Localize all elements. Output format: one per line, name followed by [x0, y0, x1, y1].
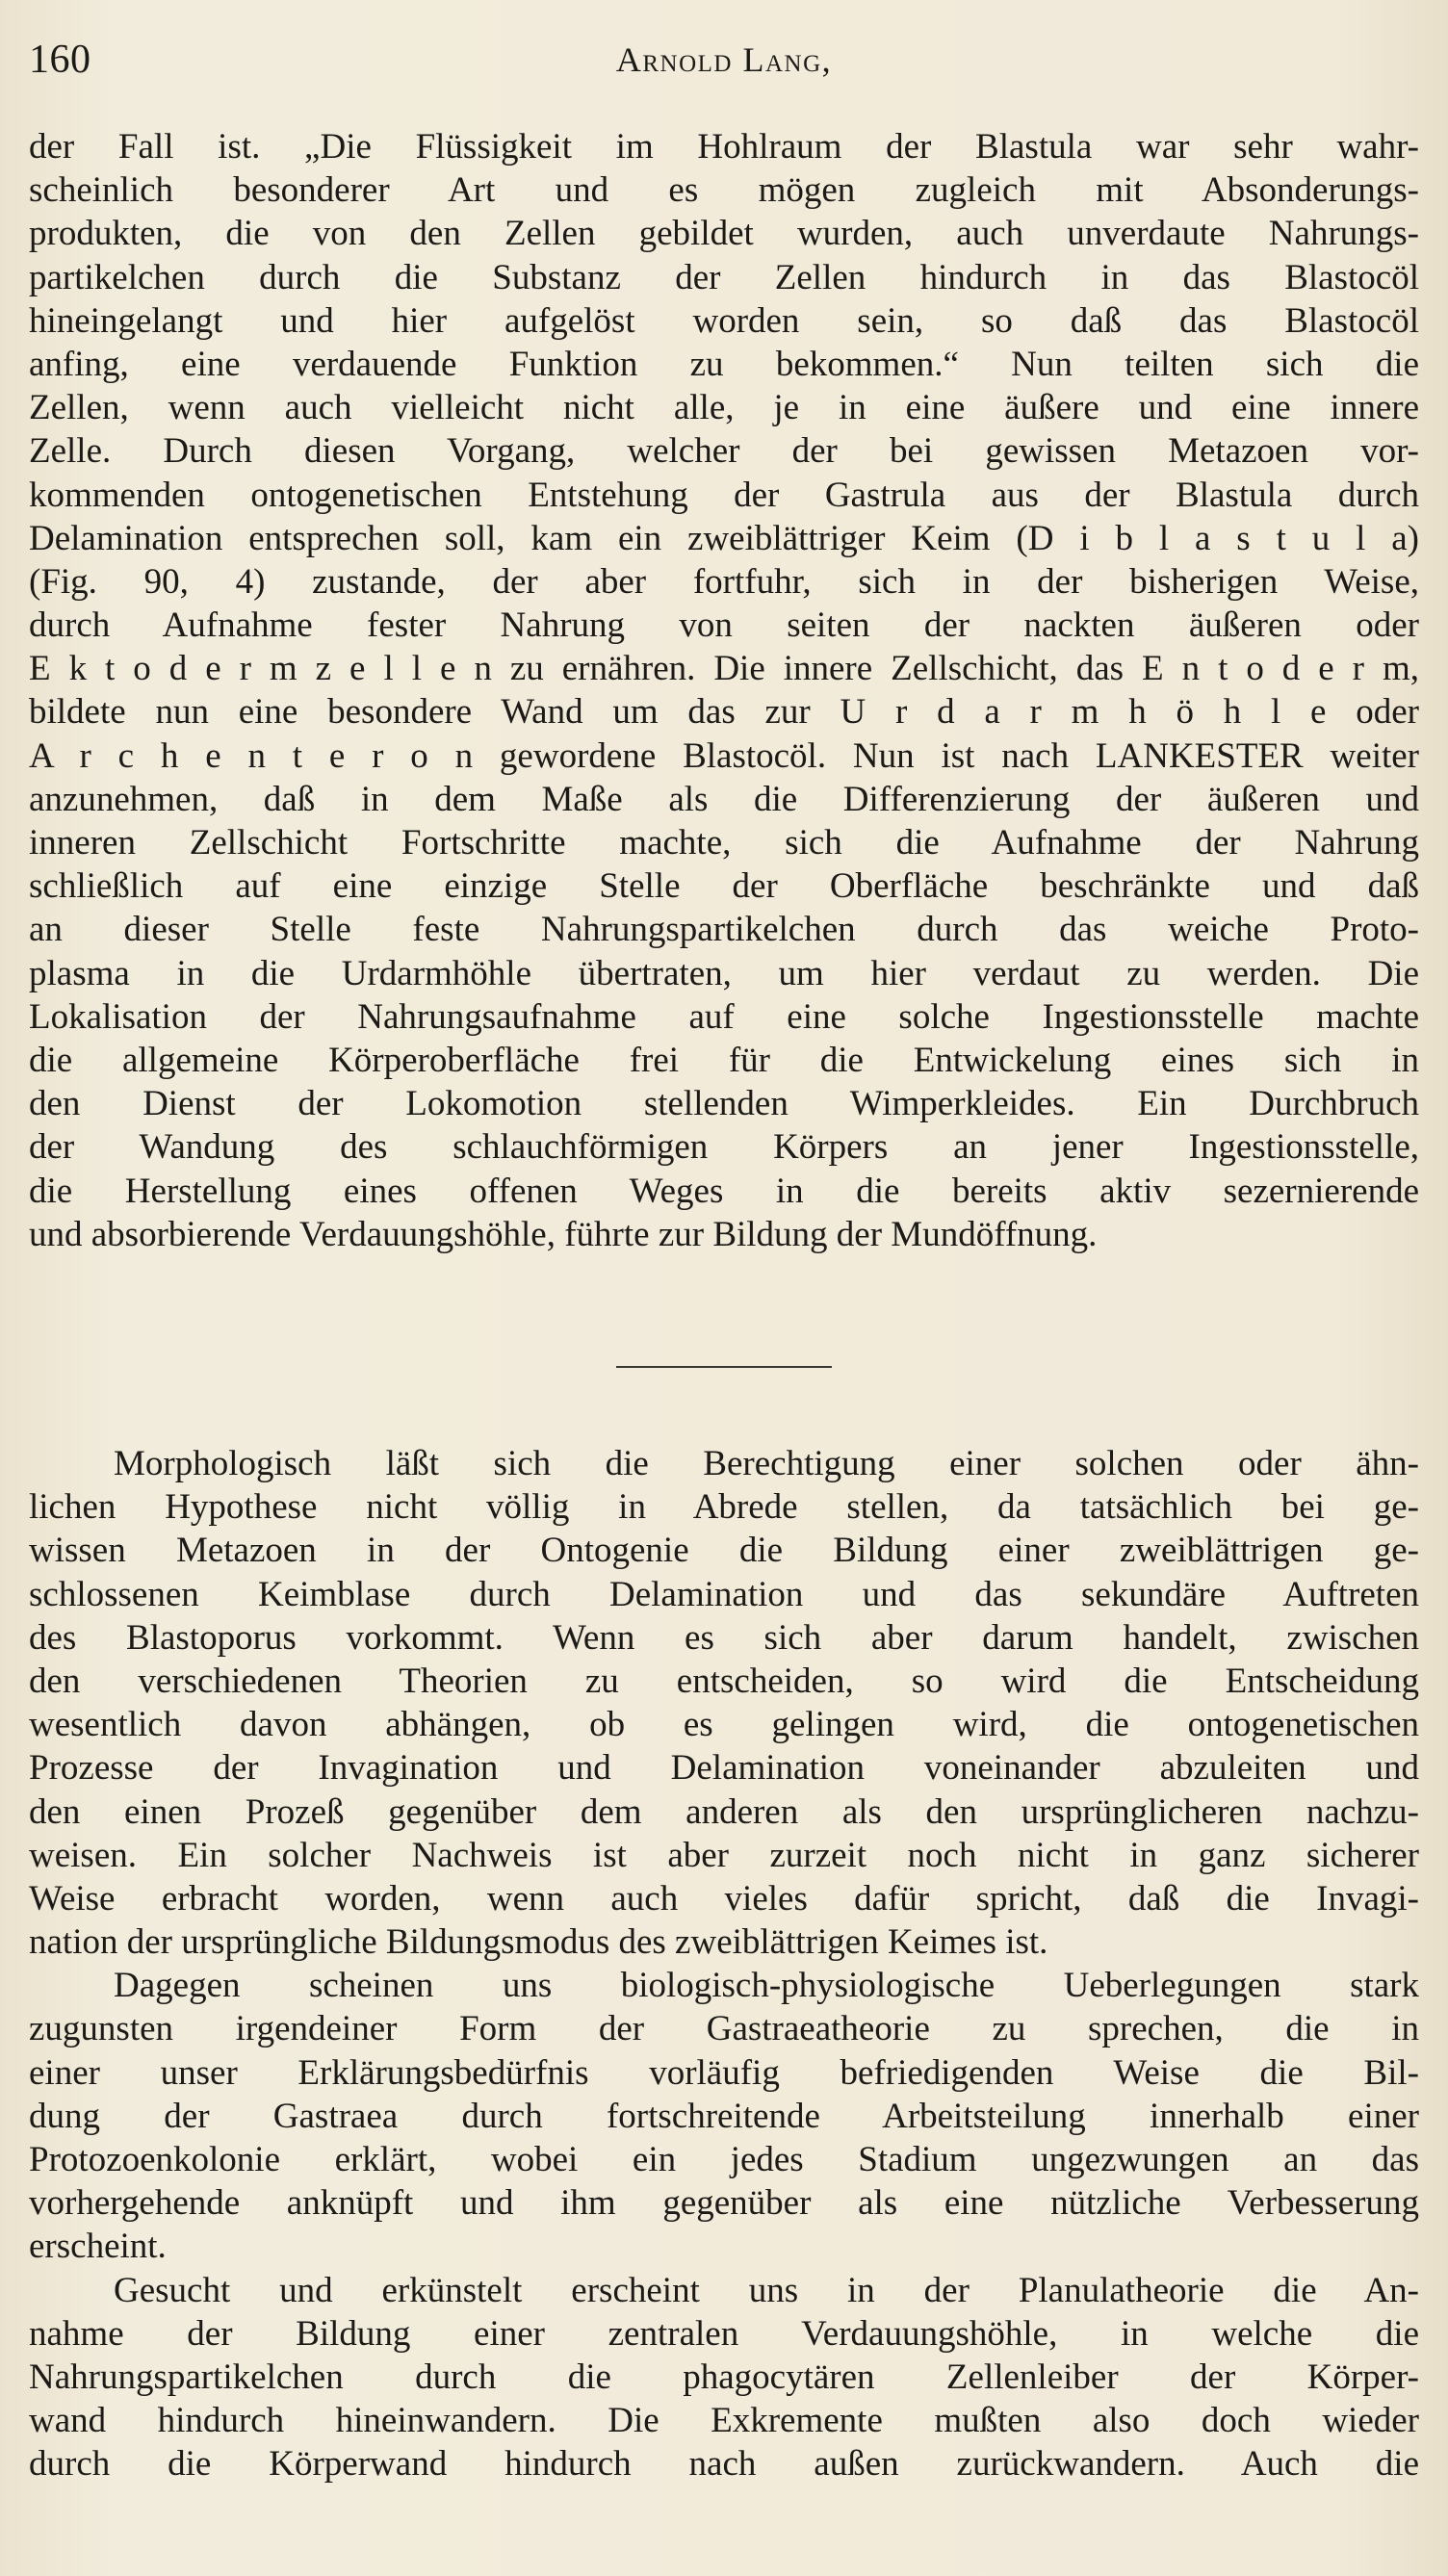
page-header [29, 33, 1419, 87]
text-line: A r c h e n t e r o n gewordene Blastocöl. Nun ist nach LANKESTER weiter [29, 735, 1419, 776]
text-line: die allgemeine Körperoberfläche frei für die Entwickelung eines sich in [29, 1040, 1419, 1080]
text-line: Nahrungspartikelchen durch die phagocytären Zellenleiber der Körper- [29, 2357, 1419, 2397]
text-line: hineingelangt und hier aufgelöst worden sein, so daß das Blastocöl [29, 300, 1419, 341]
text-line: dung der Gastraea durch fortschreitende Arbeitsteilung innerhalb einer [29, 2096, 1419, 2136]
text-line: an dieser Stelle feste Nahrungspartikelchen durch das weiche Proto- [29, 910, 1419, 950]
text-line: Prozesse der Invagination und Delamination voneinander abzuleiten und [29, 1748, 1419, 1789]
text-line: zugunsten irgendeiner Form der Gastraeatheorie zu sprechen, die in [29, 2009, 1419, 2049]
text-line: produkten, die von den Zellen gebildet wurden, auch unverdaute Nahrungs- [29, 214, 1419, 254]
text-line: den verschiedenen Theorien zu entscheiden, so wird die Entscheidung [29, 1661, 1419, 1701]
section-divider [616, 1366, 832, 1368]
text-line: scheinlich besonderer Art und es mögen zugleich mit Absonderungs- [29, 170, 1419, 211]
text-line: Morphologisch läßt sich die Berechtigung einer solchen oder ähn- [114, 1444, 1419, 1483]
text-line: des Blastoporus vorkommt. Wenn es sich aber darum handelt, zwischen [29, 1617, 1419, 1658]
text-line: den einen Prozeß gegenüber dem anderen als den ursprünglicheren nachzu- [29, 1791, 1419, 1832]
text-line: wissen Metazoen in der Ontogenie die Bildung einer zweiblättrigen ge- [29, 1531, 1419, 1571]
text-line: die Herstellung eines offenen Weges in die bereits aktiv sezernierende [29, 1171, 1419, 1211]
text-line: durch die Körperwand hindurch nach außen zurückwandern. Auch die [29, 2444, 1419, 2485]
text-line: der Fall ist. „Die Flüssigkeit im Hohlraum der Blastula war sehr wahr- [29, 127, 1419, 167]
text-line: wand hindurch hineinwandern. Die Exkremente mußten also doch wieder [29, 2401, 1419, 2441]
text-line: E k t o d e r m z e l l e n zu ernähren. Die innere Zellschicht, das E n t o d e r m, [29, 649, 1419, 689]
text-line: schlossenen Keimblase durch Delamination und das sekundäre Auftreten [29, 1574, 1419, 1614]
text-line: kommenden ontogenetischen Entstehung der Gastrula aus der Blastula durch [29, 475, 1419, 515]
text-line: und absorbierende Verdauungshöhle, führte zur Bildung der Mundöffnung. [29, 1214, 1098, 1254]
text-line: Zellen, wenn auch vielleicht nicht alle, je in eine äußere und eine innere [29, 388, 1419, 428]
text-line: der Wandung des schlauchförmigen Körpers an jener Ingestionsstelle, [29, 1127, 1419, 1168]
running-head: Arnold Lang, [615, 40, 833, 79]
text-line: inneren Zellschicht Fortschritte machte, sich die Aufnahme der Nahrung [29, 823, 1419, 863]
text-line: Dagegen scheinen uns biologisch-physiologische Ueberlegungen stark [114, 1966, 1419, 2006]
text-line: Gesucht und erkünstelt erscheint uns in der Planulatheorie die An- [114, 2270, 1419, 2310]
text-line: weisen. Ein solcher Nachweis ist aber zurzeit noch nicht in ganz sicherer [29, 1835, 1419, 1875]
paragraph-block-2 [29, 1442, 1419, 2486]
text-line: vorhergehende anknüpft und ihm gegenüber als eine nützliche Verbesserung [29, 2183, 1419, 2224]
paragraph-block-1 [29, 125, 1419, 1256]
text-line: anfing, eine verdauende Funktion zu bekommen.“ Nun teilten sich die [29, 344, 1419, 384]
text-line: Weise erbracht worden, wenn auch vieles dafür spricht, daß die Invagi- [29, 1878, 1419, 1919]
text-line: erscheint. [29, 2227, 167, 2267]
text-line: anzunehmen, daß in dem Maße als die Differenzierung der äußeren und [29, 779, 1419, 819]
text-line: schließlich auf eine einzige Stelle der Oberfläche beschränkte und daß [29, 866, 1419, 907]
text-line: lichen Hypothese nicht völlig in Abrede stellen, da tatsächlich bei ge- [29, 1487, 1419, 1528]
text-line: Zelle. Durch diesen Vorgang, welcher der bei gewissen Metazoen vor- [29, 431, 1419, 472]
text-line: durch Aufnahme fester Nahrung von seiten der nackten äußeren oder [29, 605, 1419, 646]
text-line: plasma in die Urdarmhöhle übertraten, um hier verdaut zu werden. Die [29, 953, 1419, 993]
text-line: einer unser Erklärungsbedürfnis vorläufig befriedigenden Weise die Bil- [29, 2052, 1419, 2093]
text-line: nahme der Bildung einer zentralen Verdauungshöhle, in welche die [29, 2313, 1419, 2354]
page-number: 160 [29, 38, 91, 82]
text-line: den Dienst der Lokomotion stellenden Wimperkleides. Ein Durchbruch [29, 1084, 1419, 1124]
text-line: Lokalisation der Nahrungsaufnahme auf eine solche Ingestionsstelle machte [29, 996, 1419, 1037]
text-line: partikelchen durch die Substanz der Zellen hindurch in das Blastocöl [29, 257, 1419, 297]
text-line: Delamination entsprechen soll, kam ein zweiblättriger Keim (D i b l a s t u l a) [29, 518, 1419, 558]
text-line: wesentlich davon abhängen, ob es gelingen wird, die ontogenetischen [29, 1705, 1419, 1745]
text-line: bildete nun eine besondere Wand um das zur U r d a r m h ö h l e oder [29, 692, 1419, 733]
text-line: (Fig. 90, 4) zustande, der aber fortfuhr, sich in der bisherigen Weise, [29, 561, 1419, 602]
text-line: Protozoenkolonie erklärt, wobei ein jedes Stadium ungezwungen an das [29, 2140, 1419, 2179]
text-line: nation der ursprüngliche Bildungsmodus des zweiblättrigen Keimes ist. [29, 1922, 1048, 1963]
